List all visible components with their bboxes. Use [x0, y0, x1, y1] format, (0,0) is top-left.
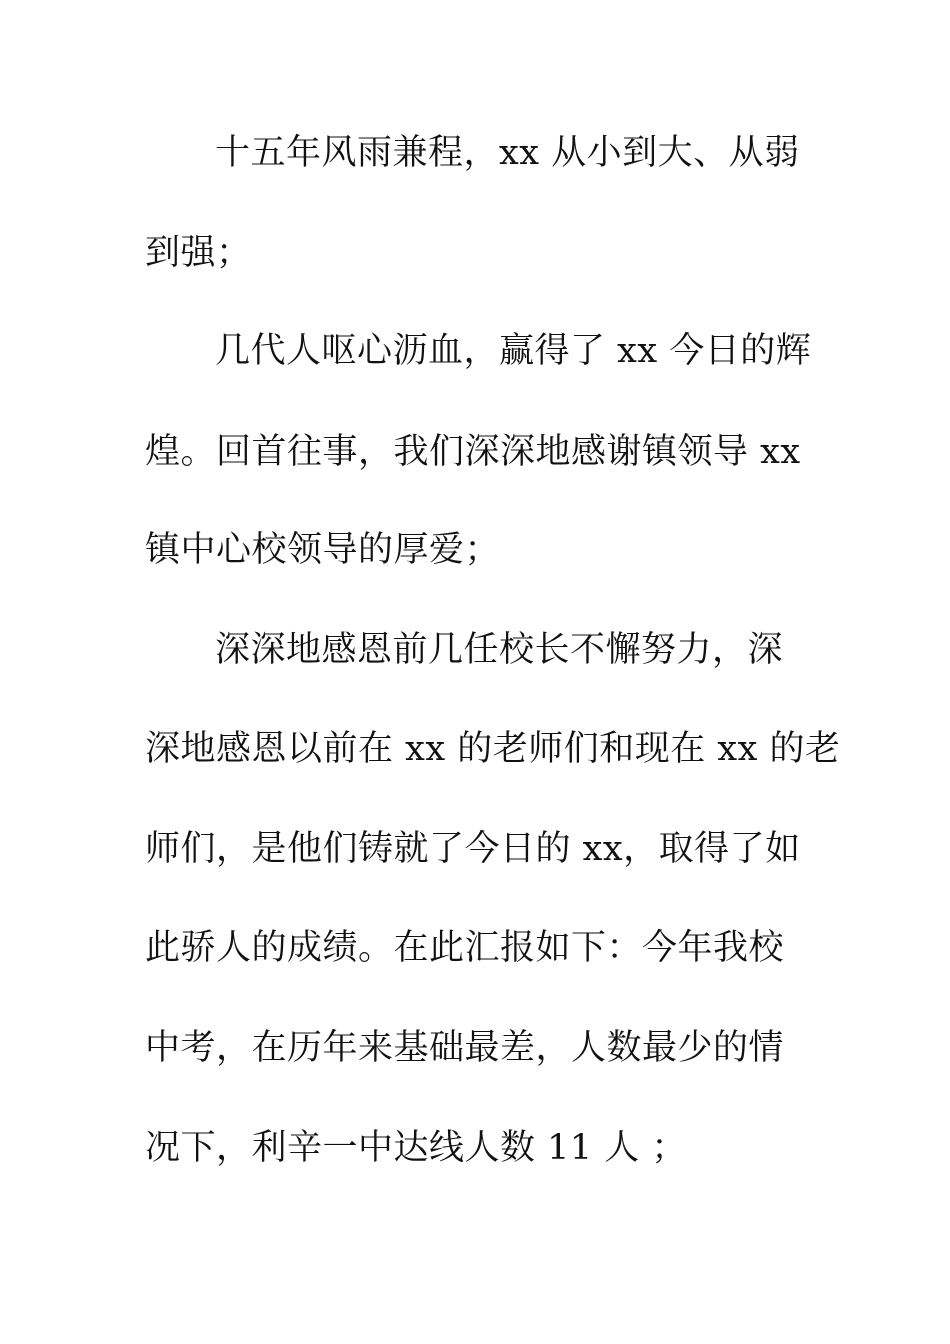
- text-line: 况下，利辛一中达线人数 11 人 ；: [145, 1128, 687, 1168]
- text-line: 煌。回首往事，我们深深地感谢镇领导 xx: [145, 432, 801, 472]
- text-line: 中考，在历年来基础最差，人数最少的情: [145, 1028, 785, 1068]
- text-line: 十五年风雨兼程，xx 从小到大、从弱: [215, 133, 800, 173]
- text-line: 深地感恩以前在 xx 的老师们和现在 xx 的老: [145, 729, 841, 769]
- text-line: 几代人呕心沥血，赢得了 xx 今日的辉: [215, 331, 812, 371]
- text-line: 镇中心校领导的厚爱；: [145, 530, 501, 570]
- text-line: 到强；: [145, 233, 252, 273]
- text-line: 师们，是他们铸就了今日的 xx，取得了如: [145, 829, 801, 869]
- text-line: 此骄人的成绩。在此汇报如下：今年我校: [145, 928, 785, 968]
- text-line: 深深地感恩前几任校长不懈努力，深: [215, 630, 784, 670]
